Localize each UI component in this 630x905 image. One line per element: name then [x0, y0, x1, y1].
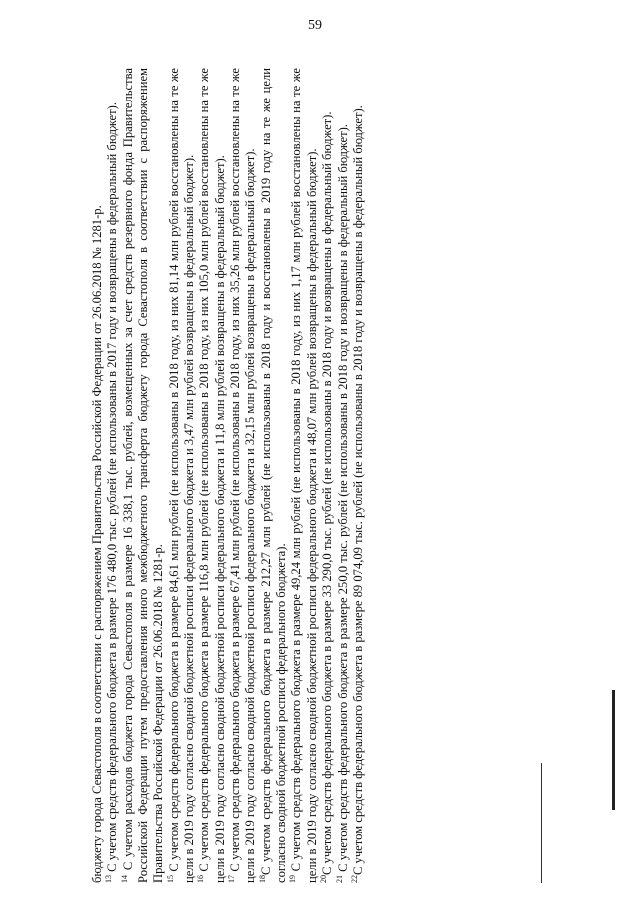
footnote-marker: 19	[288, 875, 298, 883]
footnote-text: С учетом средств федерального бюджета в размере 84,61 млн рублей (не использованы в 2018 году, из них 81,14 млн рублей восстановлены на те же цели в 2019 году согласно сводной бюджетной росписи федерального бюджета и 3,47 млн рублей возвращены в федеральный бюджет).	[166, 68, 197, 883]
footnote-continuation	[90, 68, 105, 883]
footnote-18	[259, 68, 290, 883]
footnote-15	[167, 68, 198, 883]
footnote-20	[320, 68, 335, 883]
footnote-marker: 17	[226, 875, 236, 883]
end-separator-line	[541, 763, 542, 883]
footnote-13	[105, 68, 120, 883]
footnote-marker: 14	[119, 875, 129, 883]
footnote-marker: 15	[165, 875, 175, 883]
footnote-text: С учетом средств федерального бюджета в размере 116,8 млн рублей (не использованы в 2018 году, из них 105,0 млн рублей восстановлены на те же цели в 2019 году согласно сводной бюджетной росписи федерального бюджета и 11,8 млн рублей возвращены в федеральный бюджет).	[197, 67, 227, 883]
footnote-text: бюджету города Севастополя в соответствии с распоряжением Правительства Российской Федерации от 26.06.2018 № 1281-р.	[90, 205, 104, 883]
footnote-22	[351, 68, 366, 883]
footnote-marker: 20	[318, 875, 328, 883]
footnote-marker: 21	[334, 875, 344, 883]
footnote-marker: 16	[196, 875, 206, 883]
footnote-14	[121, 68, 167, 883]
footnote-text: С учетом средств федерального бюджета в размере 89 074,09 тыс. рублей (не использованы в 2018 году и возвращены в федеральный бюджет).	[350, 105, 365, 875]
footnote-21	[336, 68, 351, 883]
footnote-16	[197, 68, 228, 883]
binding-edge-mark	[612, 690, 615, 810]
footnote-text: С учетом средств федерального бюджета в размере 212,27 млн рублей (не использованы в 2018 году и восстановлены в 2019 году на те же цели согласно сводной бюджетной росписи федерального бюджета).	[258, 68, 289, 883]
footnote-marker: 18	[257, 875, 267, 883]
footnote-text: С учетом средств федерального бюджета в размере 49,24 млн рублей (не использованы в 2018 году, из них 1,17 млн рублей восстановлены на те же цели в 2019 году согласно сводной бюджетной росписи федерального бюджета и 48,07 млн рублей возвращены в федеральный бюджет).	[289, 68, 319, 883]
footnote-marker: 13	[104, 875, 114, 883]
footnote-marker: 22	[349, 875, 359, 883]
footnote-text: С учетом расходов бюджета города Севастополя в размере 16 338,1 тыс. рублей, возмещенных за счет средств резервного фонда Правительства Российской Федерации путем предоставления иного межбюджетного трансферта бюджету города Севастополя в соответствии с распоряжением Правительства Российской Федерации от 26.06.2018 № 1281-р.	[120, 68, 166, 883]
footnote-text: С учетом средств федерального бюджета в размере 250,0 тыс. рублей (не использованы в 2018 году и возвращены в федеральный бюджет).	[335, 124, 350, 872]
footnote-text: С учетом средств федерального бюджета в размере 33 290,0 тыс. рублей (не использованы в 2018 году и возвращены в федеральный бюджет).	[320, 111, 335, 875]
footnote-text: С учетом средств федерального бюджета в размере 176 480,0 тыс. рублей (не использованы в 2017 году и возвращены в федеральный бюджет).	[105, 102, 120, 872]
footnote-19	[289, 68, 320, 883]
footnote-17	[228, 68, 259, 883]
page-number: 59	[308, 18, 322, 33]
footnote-text: С учетом средств федерального бюджета в размере 67,41 млн рублей (не использованы в 2018 году, из них 35,26 млн рублей восстановлены на те же цели в 2019 году согласно сводной бюджетной росписи федерального бюджета и 32,15 млн рублей возвращены в федеральный бюджет).	[228, 68, 258, 883]
footnotes-block	[90, 68, 550, 883]
